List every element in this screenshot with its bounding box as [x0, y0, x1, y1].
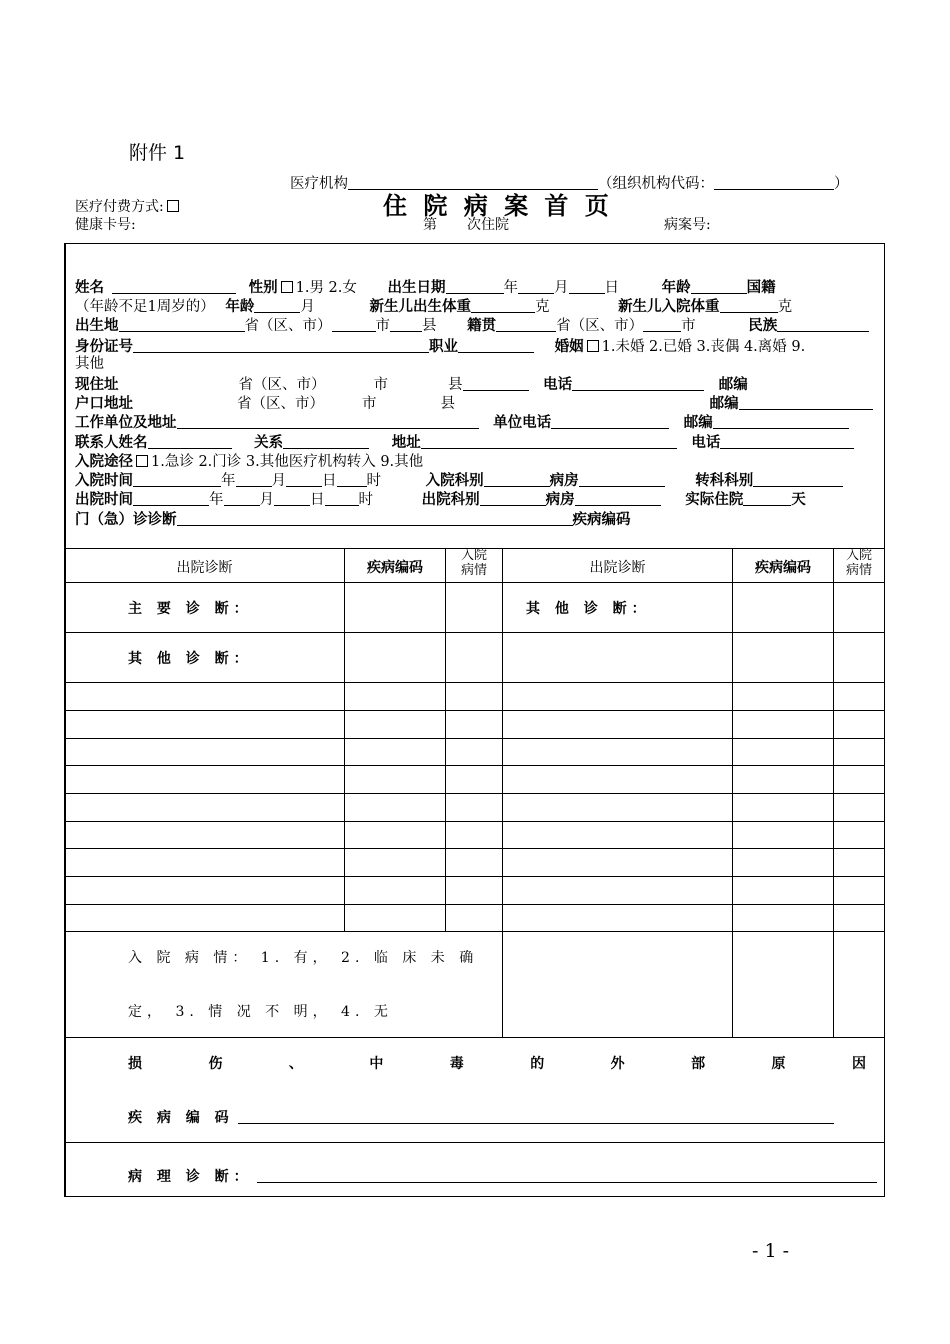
- health-card-label: 健康卡号:: [75, 217, 136, 233]
- native-city-field[interactable]: [643, 317, 681, 332]
- injury-char: 毒: [449, 1056, 464, 1072]
- id-number-field[interactable]: [133, 338, 429, 353]
- injury-code-field[interactable]: [238, 1109, 834, 1124]
- case-number-label: 病案号:: [664, 217, 711, 233]
- birth-month-field[interactable]: [518, 279, 554, 294]
- contact-name-field[interactable]: [148, 434, 232, 449]
- table-header-line: [65, 582, 885, 583]
- injury-char: 伤: [208, 1056, 223, 1072]
- ha-province-unit: 省（区、市）: [237, 396, 324, 412]
- header-code-left: 疾病编码: [367, 560, 423, 576]
- birthplace-county-field[interactable]: [390, 317, 422, 332]
- ca-county-unit: 县: [448, 377, 463, 393]
- county-unit: 县: [422, 318, 437, 334]
- contact-address-field[interactable]: [421, 434, 677, 449]
- row-name: [75, 278, 776, 298]
- row-current-address: [75, 375, 748, 395]
- marriage-options: 1.未婚 2.已婚 3.丧偶 4.离婚 9.: [601, 339, 806, 355]
- ha-city-unit: 市: [362, 396, 377, 412]
- gram-unit: 克: [534, 299, 550, 315]
- workplace-label: 工作单位及地址: [75, 414, 177, 431]
- row-outpatient: [75, 510, 631, 530]
- admission-route-label: 入院途径: [75, 453, 133, 470]
- header-condition-line1: 入院: [845, 548, 872, 563]
- table-row-line: [65, 738, 885, 739]
- pathology-label: 病 理 诊 断：: [128, 1169, 253, 1185]
- col-line: [344, 548, 345, 932]
- table-section-line: [65, 1142, 885, 1143]
- table-section-line: [65, 1037, 885, 1038]
- row-discharge-time: [75, 490, 806, 510]
- col-line: [732, 548, 733, 1037]
- injury-char: 外: [610, 1056, 625, 1072]
- outpatient-code-label: 疾病编码: [572, 511, 631, 528]
- ca-city-unit: 市: [373, 377, 388, 393]
- birth-date-label: 出生日期: [387, 279, 446, 296]
- row-infant: [75, 297, 792, 317]
- phone-field[interactable]: [572, 376, 704, 391]
- work-postcode-label: 邮编: [683, 414, 713, 431]
- occupation-label: 职业: [429, 338, 458, 355]
- discharge-day-field[interactable]: [274, 491, 310, 506]
- table-row-line: [65, 904, 885, 905]
- household-postcode-label: 邮编: [709, 395, 739, 412]
- row-id: [75, 337, 805, 357]
- transfer-dept-label: 转科科别: [695, 472, 754, 489]
- nationality-label: 国籍: [746, 279, 776, 296]
- dis-hour-unit: 时: [358, 492, 373, 508]
- sex-checkbox[interactable]: [281, 281, 293, 293]
- relation-field[interactable]: [283, 434, 369, 449]
- injury-code-row: [128, 1107, 834, 1127]
- table-row-line: [65, 876, 885, 877]
- discharge-ward-field[interactable]: [575, 491, 661, 506]
- marriage-other: 其他: [75, 356, 104, 372]
- table-row-line: [65, 765, 885, 766]
- ca-province-unit: 省（区、市）: [238, 377, 326, 393]
- current-address-label: 现住址: [75, 376, 119, 393]
- newborn-admit-weight-field[interactable]: [720, 298, 778, 313]
- contact-phone-field[interactable]: [720, 434, 854, 449]
- name-label: 姓名: [75, 279, 104, 296]
- page-title: 住 院 病 案 首 页: [383, 192, 613, 220]
- native-place-label: 籍贯: [467, 317, 497, 334]
- admission-hour-field[interactable]: [337, 472, 367, 487]
- institution-label: 医疗机构: [290, 176, 348, 192]
- household-province-field[interactable]: [133, 396, 237, 410]
- injury-char: 的: [530, 1056, 545, 1072]
- admission-day-field[interactable]: [286, 472, 322, 487]
- other-diagnosis-label-right: 其 他 诊 断：: [526, 601, 651, 617]
- col-line: [502, 548, 503, 1037]
- table-row-line: [65, 793, 885, 794]
- discharge-dept-label: 出院科别: [421, 491, 480, 508]
- org-code-field[interactable]: [714, 175, 834, 190]
- visit-suffix: 次住院: [467, 217, 509, 233]
- marriage-checkbox[interactable]: [587, 340, 599, 352]
- admission-year-field[interactable]: [133, 472, 221, 487]
- month-unit: 月: [554, 280, 569, 296]
- birthplace-city-field[interactable]: [332, 317, 376, 332]
- actual-stay-field[interactable]: [743, 491, 791, 506]
- injury-char: 原: [771, 1056, 786, 1072]
- household-detail-field[interactable]: [455, 396, 705, 410]
- attachment-label: 附件 1: [129, 142, 186, 164]
- dis-month-unit: 月: [259, 492, 274, 508]
- other-diagnosis-label: 其 他 诊 断：: [128, 651, 253, 667]
- discharge-hour-field[interactable]: [325, 491, 359, 506]
- outpatient-diagnosis-label: 门（急）诊诊断: [75, 511, 177, 528]
- pathology-row: [128, 1166, 877, 1186]
- birthplace-label: 出生地: [75, 317, 119, 334]
- page-number: - 1 -: [752, 1240, 790, 1262]
- discharge-year-field[interactable]: [133, 491, 209, 506]
- col-line: [445, 548, 446, 932]
- year-unit: 年: [503, 280, 518, 296]
- main-diagnosis-label: 主 要 诊 断：: [128, 601, 253, 617]
- infant-note: （年龄不足1周岁的）: [75, 299, 215, 315]
- current-address-detail-field[interactable]: [463, 376, 529, 391]
- discharge-ward-label: 病房: [545, 491, 575, 508]
- table-row-line: [65, 710, 885, 711]
- household-address-label: 户口地址: [75, 395, 133, 412]
- contact-address-label: 地址: [391, 434, 421, 451]
- gram-unit-2: 克: [777, 299, 793, 315]
- age-label: 年龄: [661, 279, 691, 296]
- row-admission-time: [75, 471, 843, 491]
- row-contact: [75, 433, 854, 453]
- discharge-time-label: 出院时间: [75, 491, 133, 508]
- newborn-birth-weight-label: 新生儿出生体重: [369, 298, 471, 315]
- header-condition-line2: 病情: [845, 563, 872, 578]
- row-admission-route: [75, 452, 423, 472]
- infant-month-unit: 月: [300, 299, 315, 315]
- visit-prefix: 第: [423, 217, 437, 233]
- header-condition-line1: 入院: [460, 548, 487, 563]
- id-number-label: 身份证号: [75, 338, 133, 355]
- newborn-birth-weight-field[interactable]: [471, 298, 535, 313]
- occupation-field[interactable]: [458, 338, 534, 353]
- work-phone-label: 单位电话: [493, 414, 552, 431]
- discharge-dept-field[interactable]: [480, 491, 546, 506]
- contact-name-label: 联系人姓名: [75, 434, 148, 451]
- injury-code-label: 疾 病 编 码: [128, 1110, 234, 1126]
- postcode-label: 邮编: [718, 376, 748, 393]
- outpatient-diagnosis-field[interactable]: [177, 511, 573, 526]
- work-postcode-field[interactable]: [713, 414, 849, 429]
- row-birthplace: [75, 316, 869, 336]
- admission-dept-label: 入院科别: [425, 472, 484, 489]
- table-row-line: [65, 848, 885, 849]
- native-province-unit: 省（区、市）: [556, 318, 644, 334]
- table-row-line: [65, 632, 885, 633]
- header-diagnosis-left: 出院诊断: [176, 560, 233, 576]
- injury-char: 部: [691, 1056, 706, 1072]
- work-phone-field[interactable]: [551, 414, 669, 429]
- ha-county-unit: 县: [440, 396, 455, 412]
- actual-stay-label: 实际住院: [685, 491, 744, 508]
- table-row-line: [65, 682, 885, 683]
- injury-char: 因: [851, 1056, 866, 1072]
- admission-route-options: 1.急诊 2.门诊 3.其他医疗机构转入 9.其他: [151, 454, 424, 470]
- payment-method: [75, 196, 182, 216]
- col-line: [833, 548, 834, 1037]
- adm-month-unit: 月: [271, 473, 286, 489]
- row-household: [75, 394, 873, 414]
- infant-age-field[interactable]: [254, 298, 300, 313]
- native-province-field[interactable]: [496, 317, 556, 332]
- admission-ward-field[interactable]: [579, 472, 665, 487]
- admission-time-label: 入院时间: [75, 472, 133, 489]
- sex-label: 性别: [248, 279, 278, 296]
- header-condition-line2: 病情: [460, 563, 487, 578]
- sex-options: 1.男 2.女: [295, 280, 357, 296]
- contact-phone-label: 电话: [691, 434, 721, 451]
- adm-year-unit: 年: [221, 473, 236, 489]
- header-condition-right: [834, 548, 884, 578]
- admission-route-checkbox[interactable]: [136, 455, 148, 467]
- birth-year-field[interactable]: [446, 279, 504, 294]
- table-row-line: [65, 931, 885, 932]
- birthplace-province-field[interactable]: [119, 317, 245, 332]
- header-diagnosis-right: 出院诊断: [589, 560, 646, 576]
- native-city-unit: 市: [681, 318, 696, 334]
- province-unit: 省（区、市）: [244, 318, 332, 334]
- injury-char: 中: [369, 1056, 384, 1072]
- header-condition-left: [446, 548, 502, 578]
- city-unit: 市: [375, 318, 390, 334]
- marriage-label: 婚姻: [554, 338, 584, 355]
- admission-condition-legend-1: 入 院 病 情： 1. 有， 2. 临 床 未 确: [128, 950, 479, 966]
- ethnicity-field[interactable]: [777, 317, 869, 332]
- household-postcode-field[interactable]: [739, 395, 873, 410]
- row-workplace: [75, 413, 849, 433]
- payment-label: 医疗付费方式:: [75, 199, 164, 215]
- table-row-line: [65, 821, 885, 822]
- days-unit: 天: [791, 491, 806, 508]
- name-field[interactable]: [112, 279, 236, 294]
- newborn-admit-weight-label: 新生儿入院体重: [618, 298, 720, 315]
- injury-cause-label: [128, 1053, 866, 1073]
- org-code-label: （组织机构代码：: [598, 176, 714, 192]
- admission-condition-legend-2: 定， 3. 情 况 不 明， 4. 无: [128, 1004, 393, 1020]
- org-code-close: ）: [834, 176, 849, 192]
- current-address-province-field[interactable]: [119, 377, 239, 391]
- admission-ward-label: 病房: [549, 472, 579, 489]
- admission-month-field[interactable]: [236, 472, 272, 487]
- age-field[interactable]: [691, 279, 747, 294]
- dis-year-unit: 年: [209, 492, 224, 508]
- injury-char: 损: [128, 1056, 142, 1072]
- adm-hour-unit: 时: [366, 473, 381, 489]
- visit-count: [423, 214, 509, 234]
- phone-label: 电话: [543, 376, 573, 393]
- header-code-right: 疾病编码: [755, 560, 811, 576]
- adm-day-unit: 日: [322, 473, 337, 489]
- dis-day-unit: 日: [310, 492, 325, 508]
- birth-day-field[interactable]: [569, 279, 605, 294]
- payment-checkbox[interactable]: [167, 200, 179, 212]
- infant-age-label: 年龄: [225, 298, 255, 315]
- day-unit: 日: [604, 280, 619, 296]
- discharge-month-field[interactable]: [224, 491, 260, 506]
- pathology-field[interactable]: [257, 1168, 877, 1183]
- admission-dept-field[interactable]: [484, 472, 550, 487]
- transfer-dept-field[interactable]: [753, 472, 843, 487]
- injury-char: 、: [288, 1056, 303, 1072]
- workplace-field[interactable]: [177, 414, 479, 429]
- ethnicity-label: 民族: [748, 317, 778, 334]
- relation-label: 关系: [254, 434, 284, 451]
